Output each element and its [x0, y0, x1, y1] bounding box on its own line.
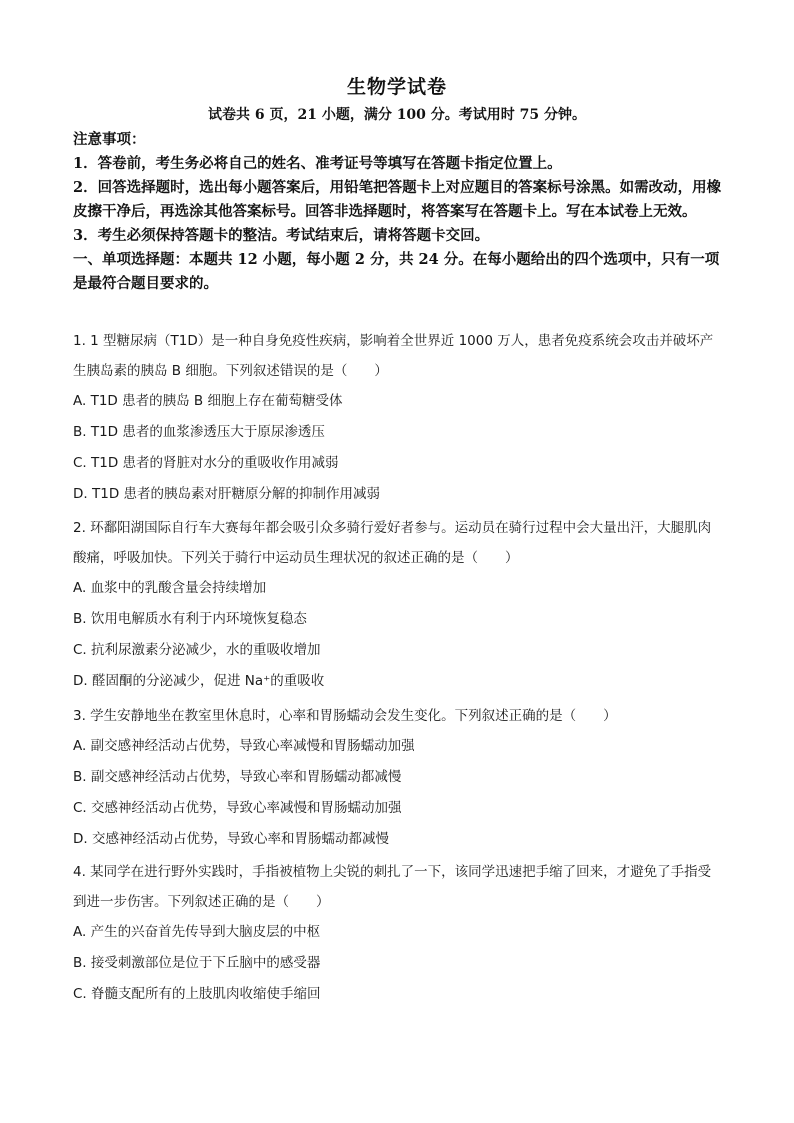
page-subtitle: 试卷共 6 页，21 小题，满分 100 分。考试用时 75 分钟。	[207, 107, 587, 123]
question-2	[73, 513, 723, 697]
question-1	[73, 326, 723, 510]
option-d: D. 醛固酮的分泌减少，促进 Na⁺的重吸收	[73, 673, 325, 689]
option-d: D. T1D 患者的胰岛素对肝糖原分解的抑制作用减弱	[73, 486, 380, 502]
option-d: D. 交感神经活动占优势，导致心率和胃肠蠕动都减慢	[73, 831, 389, 847]
option-a: A. 副交感神经活动占优势，导致心率减慢和胃肠蠕动加强	[73, 738, 415, 754]
note-item: 3．考生必须保持答题卡的整洁。考试结束后，请将答题卡交回。	[73, 227, 490, 244]
notes-heading: 注意事项：	[73, 131, 146, 148]
section-heading: 一、单项选择题：本题共 12 小题，每小题 2 分，共 24 分。在每小题给出的四个选项中，只有一项是最符合题目要求的。	[73, 251, 720, 292]
option-c: C. T1D 患者的肾脏对水分的重吸收作用减弱	[73, 455, 339, 471]
notes-block	[73, 128, 723, 296]
option-a: A. 血浆中的乳酸含量会持续增加	[73, 580, 267, 596]
question-4	[73, 857, 723, 1010]
option-c: C. 脊髓支配所有的上肢肌肉收缩使手缩回	[73, 986, 321, 1002]
option-b: B. 接受刺激部位是位于下丘脑中的感受器	[73, 955, 321, 971]
question-3	[73, 701, 723, 855]
option-b: B. 副交感神经活动占优势，导致心率和胃肠蠕动都减慢	[73, 769, 402, 785]
option-c: C. 抗利尿激素分泌减少，水的重吸收增加	[73, 642, 321, 658]
question-stem: 3. 学生安静地坐在教室里休息时，心率和胃肠蠕动会发生变化。下列叙述正确的是（ ）	[73, 708, 617, 724]
note-item: 1．答卷前，考生务必将自己的姓名、准考证号等填写在答题卡指定位置上。	[73, 155, 562, 172]
question-stem: 4. 某同学在进行野外实践时，手指被植物上尖锐的刺扎了一下，该同学迅速把手缩了回来，才避免了手指受到进一步伤害。下列叙述正确的是（ ）	[73, 864, 712, 910]
option-a: A. T1D 患者的胰岛 B 细胞上存在葡萄糖受体	[73, 393, 343, 409]
question-stem: 2. 环鄱阳湖国际自行车大赛每年都会吸引众多骑行爱好者参与。运动员在骑行过程中会大量出汗，大腿肌肉酸痛，呼吸加快。下列关于骑行中运动员生理状况的叙述正确的是（ ）	[73, 520, 712, 566]
option-c: C. 交感神经活动占优势，导致心率减慢和胃肠蠕动加强	[73, 800, 402, 816]
option-a: A. 产生的兴奋首先传导到大脑皮层的中枢	[73, 924, 321, 940]
option-b: B. 饮用电解质水有利于内环境恢复稳态	[73, 611, 307, 627]
note-item: 2．回答选择题时，选出每小题答案后，用铅笔把答题卡上对应题目的答案标号涂黑。如需改动，用橡皮擦干净后，再选涂其他答案标号。回答非选择题时，将答案写在答题卡上。写在本试卷上无效。	[73, 179, 722, 220]
question-stem: 1. 1 型糖尿病（T1D）是一种自身免疫性疾病，影响着全世界近 1000 万人，患者免疫系统会攻击并破坏产生胰岛素的胰岛 B 细胞。下列叙述错误的是（ ）	[73, 333, 714, 379]
option-b: B. T1D 患者的血浆渗透压大于原尿渗透压	[73, 424, 325, 440]
page-title: 生物学试卷	[346, 76, 447, 98]
